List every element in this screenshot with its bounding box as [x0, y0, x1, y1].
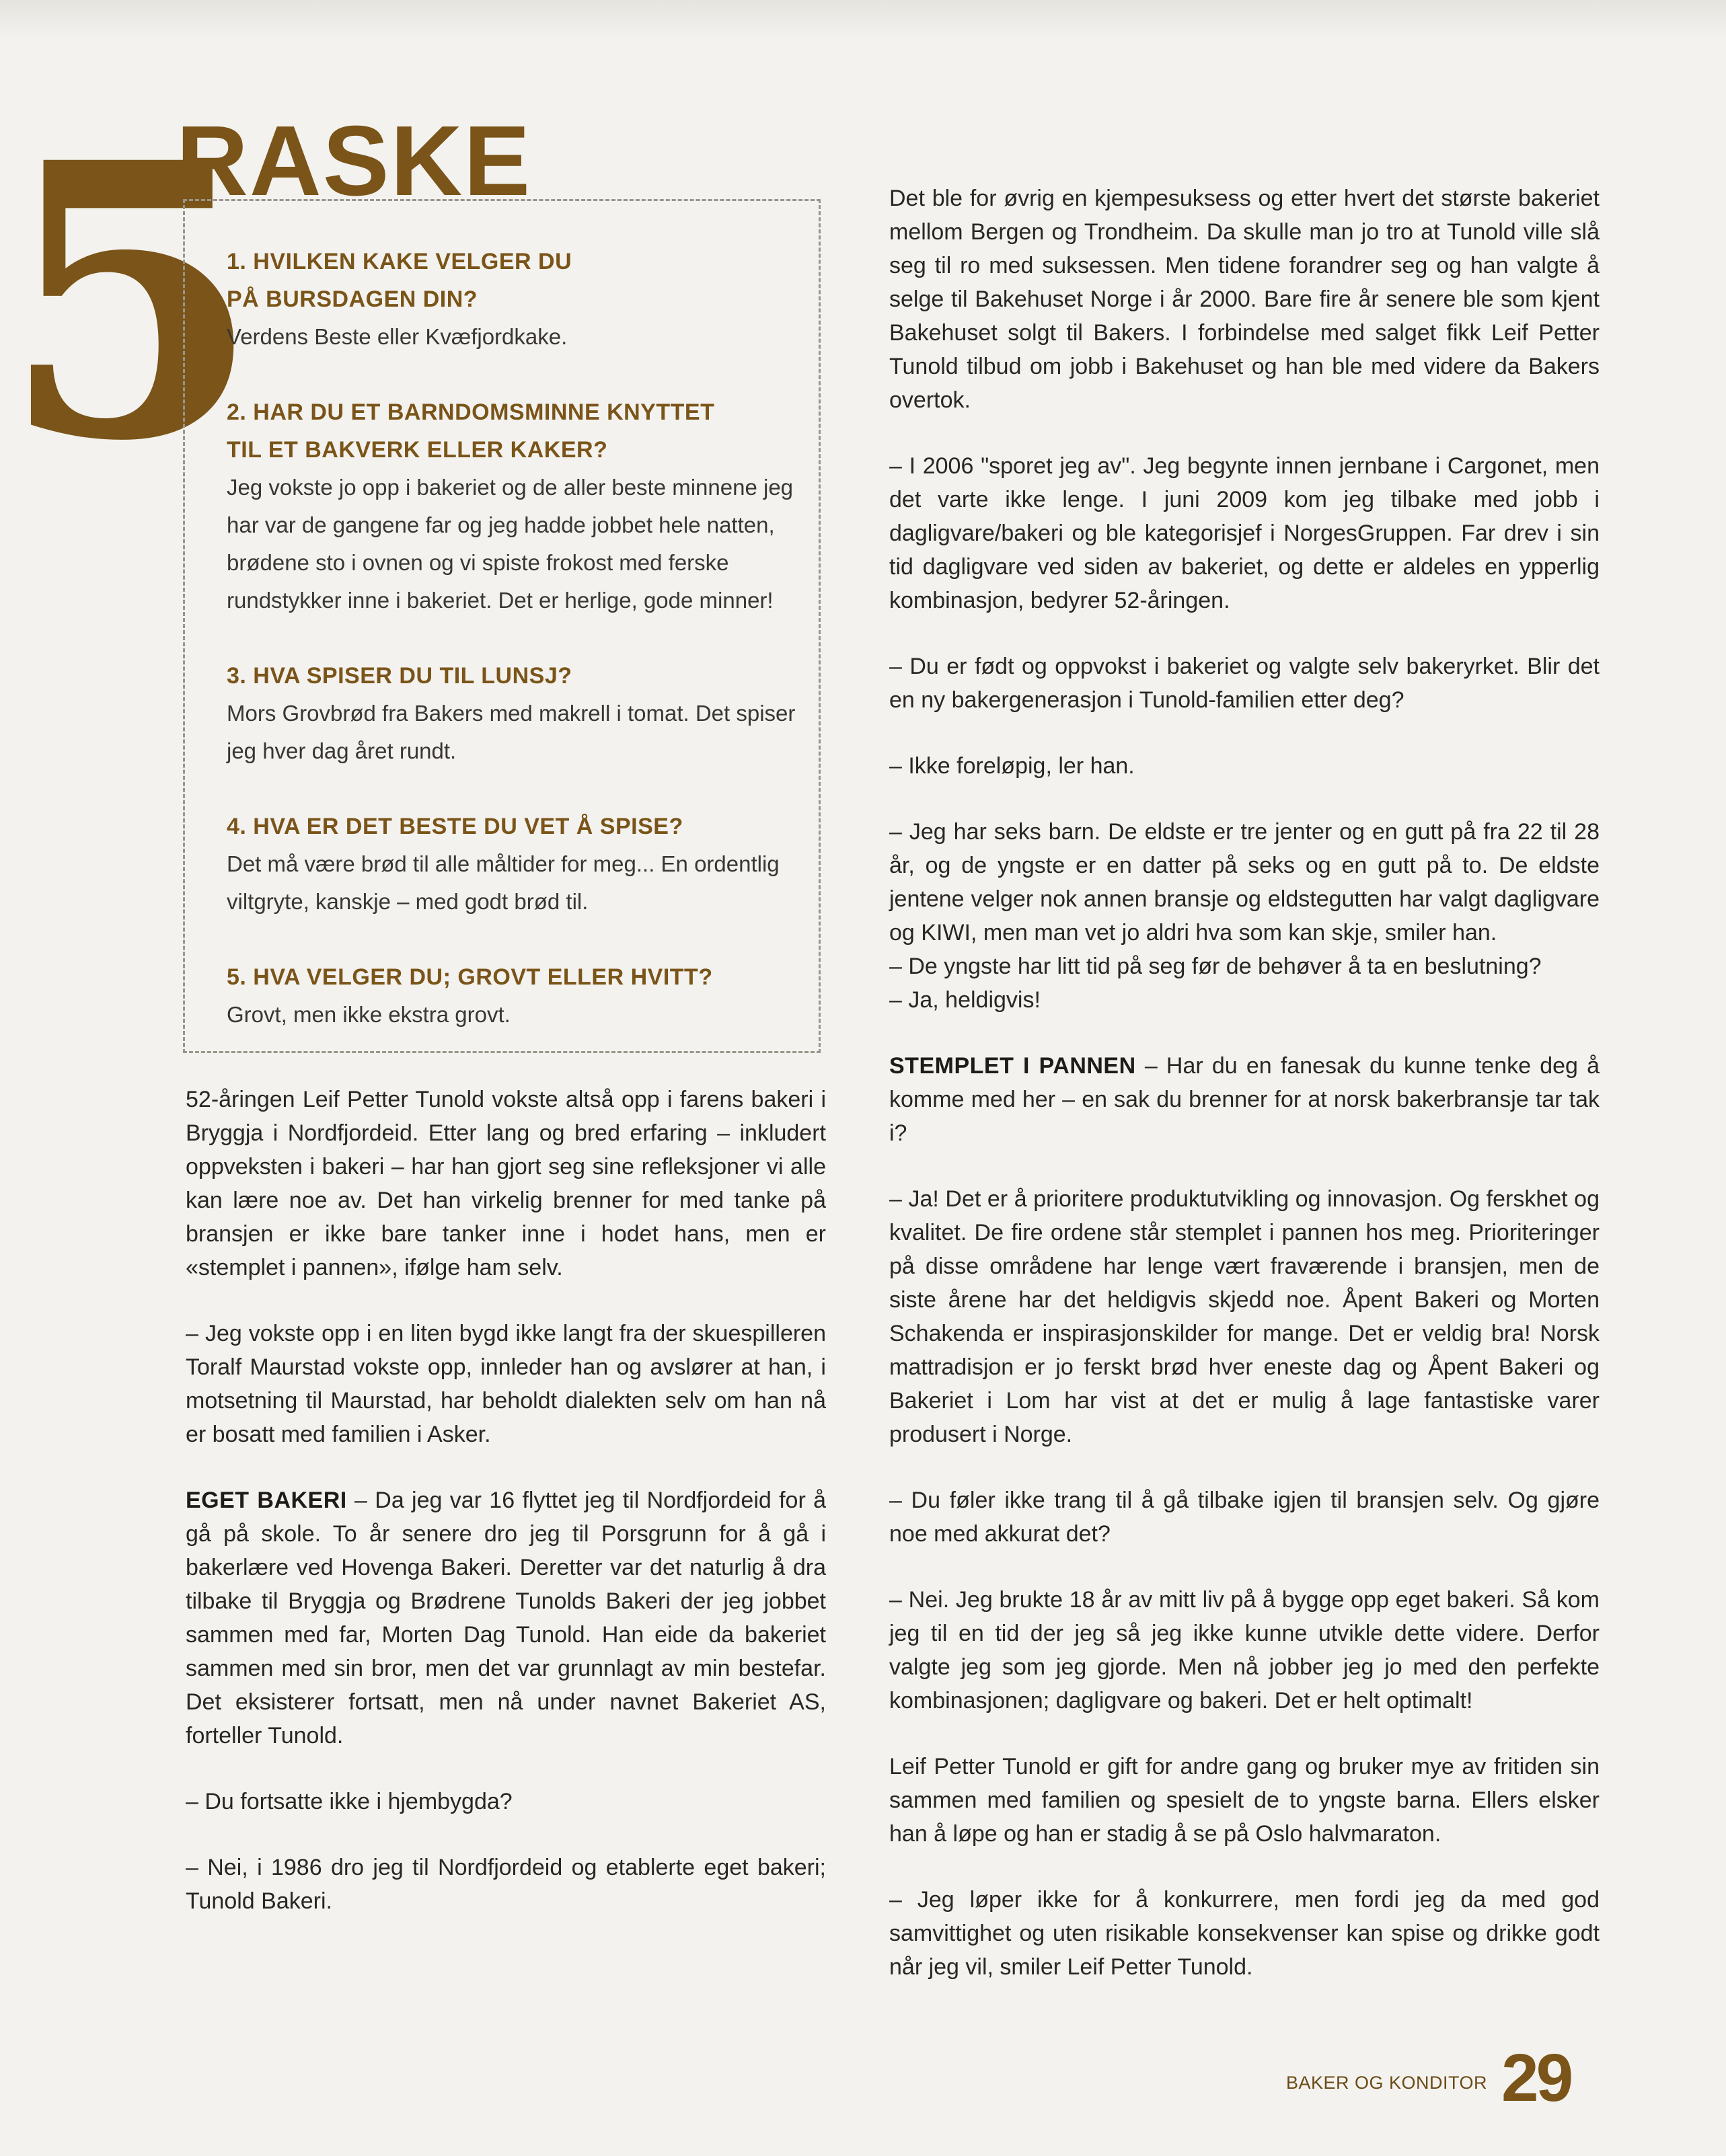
subheading-stemplet-i-pannen: STEMPLET I PANNEN	[889, 1053, 1136, 1079]
quick-questions-box	[183, 199, 821, 1053]
feature-number: 5	[0, 81, 262, 524]
right-paragraph-11: – Nei. Jeg brukte 18 år av mitt liv på å bygge opp eget bakeri. Så kom jeg til en tid der jeg så jeg ikke kunne utvikle dette videre. Derfor valgte jeg som jeg gjorde. Men nå jobber jeg jo med den perfekte kombinasjonen; dagligvare og bakeri. Det er helt optimalt!	[889, 1587, 1600, 1714]
right-paragraph-7: – Ja, heldigvis!	[889, 987, 1041, 1013]
question-1-line-2: PÅ BURSDAGEN DIN?	[227, 286, 478, 312]
page-top-edge	[0, 0, 1726, 40]
answer-4: Det må være brød til alle måltider for meg... En ordentlig viltgryte, kanskje – med godt brød til.	[227, 851, 780, 914]
qa-item-3	[227, 657, 819, 770]
right-paragraph-8	[889, 1049, 1600, 1150]
question-2-line-2: TIL ET BAKVERK ELLER KAKER?	[227, 437, 608, 463]
question-3: 3. HVA SPISER DU TIL LUNSJ?	[227, 663, 572, 689]
left-paragraph-2: – Jeg vokste opp i en liten bygd ikke langt fra der skuespilleren Toralf Maurstad vokste opp, innleder han og avslører at han, i motsetning til Maurstad, har beholdt dialekten selv om han nå er bosatt med familien i Asker.	[186, 1321, 826, 1447]
qa-item-1	[227, 243, 819, 356]
right-paragraph-6: – De yngste har litt tid på seg før de behøver å ta en beslutning?	[889, 954, 1542, 979]
question-4: 4. HVA ER DET BESTE DU VET Å SPISE?	[227, 814, 683, 839]
answer-5: Grovt, men ikke ekstra grovt.	[227, 1002, 511, 1027]
left-paragraph-3	[186, 1484, 826, 1753]
right-paragraph-4: – Ikke foreløpig, ler han.	[889, 753, 1135, 779]
left-paragraph-4: – Du fortsatte ikke i hjembygda?	[186, 1789, 513, 1814]
right-paragraph-3: – Du er født og oppvokst i bakeriet og valgte selv bakeryrket. Blir det en ny bakergenerasjon i Tunold-familien etter deg?	[889, 654, 1600, 713]
question-5: 5. HVA VELGER DU; GROVT ELLER HVITT?	[227, 964, 713, 990]
right-paragraph-10: – Du føler ikke trang til å gå tilbake igjen til bransjen selv. Og gjøre noe med akkurat det?	[889, 1488, 1600, 1547]
right-paragraph-12: Leif Petter Tunold er gift for andre gang og bruker mye av fritiden sin sammen med familien og spesielt de to yngste barna. Ellers elsker han å løpe og han er stadig å se på Oslo halvmaraton.	[889, 1754, 1600, 1847]
quick-questions-list	[227, 243, 819, 1071]
left-article-column	[186, 1083, 826, 1950]
right-paragraph-9: – Ja! Det er å prioritere produktutvikling og innovasjon. Og ferskhet og kvalitet. De fire ordene står stemplet i pannen hos meg. Prioriteringer på disse områdene har lenge vært fraværende i bransjen, men de siste årene har det heldigvis skjedd noe. Åpent Bakeri og Morten Schakenda er inspirasjonskilder for mange. Det er veldig bra! Norsk mattradisjon er jo ferskt brød hver eneste dag og Åpent Bakeri og Bakeriet i Lom har vist at det er mulig å lage fantastiske varer produsert i Norge.	[889, 1186, 1600, 1447]
left-paragraph-1: 52-åringen Leif Petter Tunold vokste altså opp i farens bakeri i Bryggja i Nordfjordeid. Etter lang og bred erfaring – inkludert oppveksten i bakeri – har han gjort seg sine refleksjoner vi alle kan lære noe av. Det han virkelig brenner for med tanke på bransjen er ikke bare tanker inne i hodet hans, men er «stemplet i pannen», ifølge ham selv.	[186, 1087, 826, 1280]
qa-item-5	[227, 958, 819, 1034]
subheading-eget-bakeri: EGET BAKERI	[186, 1488, 347, 1513]
magazine-name: BAKER OG KONDITOR	[1286, 2073, 1488, 2093]
page-footer	[1286, 2040, 1622, 2116]
question-1-line-1: 1. HVILKEN KAKE VELGER DU	[227, 249, 572, 274]
qa-item-4	[227, 808, 819, 921]
question-2-line-1: 2. HAR DU ET BARNDOMSMINNE KNYTTET	[227, 399, 715, 425]
right-article-column	[889, 182, 1600, 2016]
right-paragraph-5: – Jeg har seks barn. De eldste er tre jenter og en gutt på fra 22 til 28 år, og de yngste er en datter på seks og en gutt på to. De eldste jentene velger nok annen bransje og eldstegutten har valgt dagligvare og KIWI, men man vet jo aldri hva som kan skje, smiler han.	[889, 819, 1600, 946]
answer-1: Verdens Beste eller Kvæfjordkake.	[227, 324, 568, 349]
left-paragraph-5: – Nei, i 1986 dro jeg til Nordfjordeid og etablerte eget bakeri; Tunold Bakeri.	[186, 1855, 826, 1914]
right-paragraph-1: Det ble for øvrig en kjempesuksess og etter hvert det største bakeriet mellom Bergen og Trondheim. Da skulle man jo tro at Tunold ville slå seg til ro med suksessen. Men tidene forandrer seg og han valgte å selge til Bakehuset Norge i år 2000. Bare fire år senere ble som kjent Bakehuset solgt til Bakers. I forbindelse med salget fikk Leif Petter Tunold tilbud om jobb i Bakehuset og han ble med videre da Bakers overtok.	[889, 186, 1600, 413]
right-paragraph-13: – Jeg løper ikke for å konkurrere, men fordi jeg da med god samvittighet og uten risikable konsekvenser kan spise og drikke godt når jeg vil, smiler Leif Petter Tunold.	[889, 1887, 1600, 1980]
answer-3: Mors Grovbrød fra Bakers med makrell i tomat. Det spiser jeg hver dag året rundt.	[227, 701, 796, 763]
feature-title: RASKE	[176, 106, 532, 217]
page-number: 29	[1501, 2040, 1571, 2116]
qa-item-2	[227, 393, 819, 619]
answer-2: Jeg vokste jo opp i bakeriet og de aller beste minnene jeg har var de gangene far og jeg hadde jobbet hele natten, brødene sto i ovnen og vi spiste frokost med ferske rundstykker inne i bakeriet. Det er herlige, gode minner!	[227, 475, 794, 613]
left-paragraph-3-text: – Da jeg var 16 flyttet jeg til Nordfjordeid for å gå på skole. To år senere dro jeg til Porsgrunn for å gå i bakerlære ved Hovenga Bakeri. Deretter var det naturlig å dra tilbake til Bryggja og Brødrene Tunolds Bakeri der jeg jobbet sammen med far, Morten Dag Tunold. Han eide da bakeriet sammen med sin bror, men det var grunnlagt av min bestefar. Det eksisterer fortsatt, men nå under navnet Bakeriet AS, forteller Tunold.	[186, 1488, 827, 1748]
right-paragraph-2: – I 2006 "sporet jeg av". Jeg begynte innen jernbane i Cargonet, men det varte ikke lenge. I juni 2009 kom jeg tilbake med jobb i dagligvare/bakeri og ble kategorisjef i NorgesGruppen. Far drev i sin tid dagligvare ved siden av bakeriet, og dette er aldeles en ypperlig kombinasjon, bedyrer 52-åringen.	[889, 453, 1600, 613]
right-paragraph-8-text: – Har du en fanesak du kunne tenke deg å komme med her – en sak du brenner for at norsk bakerbransje tar tak i?	[889, 1053, 1600, 1146]
